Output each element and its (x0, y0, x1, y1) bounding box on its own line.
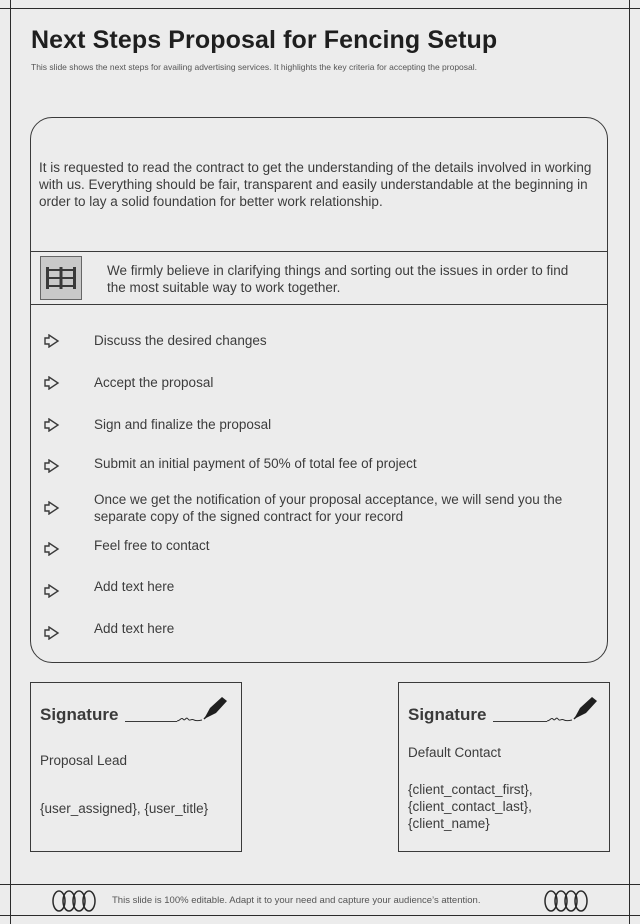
step-item: Add text here (94, 579, 175, 594)
rings-icon (51, 889, 99, 913)
step-item: Discuss the desired changes (94, 333, 267, 348)
frame-footer-bottom-line (0, 915, 640, 916)
rings-icon (543, 889, 591, 913)
page-subtitle: This slide shows the next steps for availing advertising services. It highlights the key criteria for accepting the proposal. (31, 62, 477, 72)
arrow-right-icon (44, 334, 60, 348)
arrow-right-icon (44, 584, 60, 598)
step-item: Accept the proposal (94, 375, 214, 390)
signature-fields (40, 800, 208, 817)
footer-note: This slide is 100% editable. Adapt it to your need and capture your audience’s attention. (112, 895, 481, 906)
signature-field: {client_name} (408, 816, 490, 831)
page-title: Next Steps Proposal for Fencing Setup (31, 26, 498, 54)
pen-icon (546, 694, 600, 724)
step-item: Feel free to contact (94, 538, 210, 553)
intro-paragraph: It is requested to read the contract to get the understanding of the details involved in working with us. Everything should be fair, transparent and easily understandable at the beginning in order to lay a solid foundation for better work relationship. (39, 160, 592, 209)
signature-line (493, 721, 547, 722)
signature-role: Default Contact (408, 745, 502, 760)
arrow-right-icon (44, 501, 60, 515)
arrow-right-icon (44, 542, 60, 556)
arrow-right-icon (44, 626, 60, 640)
step-item: Add text here (94, 621, 175, 636)
step-item: Once we get the notification of your proposal acceptance, we will send you the separate copy of the signed contract for your record (94, 492, 563, 524)
signature-role: Proposal Lead (40, 753, 128, 768)
frame-right-line (629, 0, 630, 924)
pen-icon (176, 694, 230, 724)
frame-footer-top-line (0, 884, 640, 885)
belief-text: We firmly believe in clarifying things and sorting out the issues in order to find the most suitable way to work together. (107, 263, 569, 295)
signature-field: {client_contact_last}, (408, 799, 532, 814)
signature-field: {client_contact_first}, (408, 782, 533, 797)
signature-line (125, 721, 177, 722)
signature-heading: Signature (408, 705, 487, 724)
frame-left-line (10, 0, 11, 924)
signature-field: {user_assigned}, {user_title} (40, 801, 209, 816)
signature-fields (408, 781, 533, 832)
signature-heading: Signature (40, 705, 119, 724)
step-item: Submit an initial payment of 50% of total fee of project (94, 456, 417, 471)
step-item: Sign and finalize the proposal (94, 417, 272, 432)
frame-top-line (0, 8, 640, 9)
arrow-right-icon (44, 418, 60, 432)
document-icon (40, 256, 82, 300)
arrow-right-icon (44, 376, 60, 390)
arrow-right-icon (44, 459, 60, 473)
